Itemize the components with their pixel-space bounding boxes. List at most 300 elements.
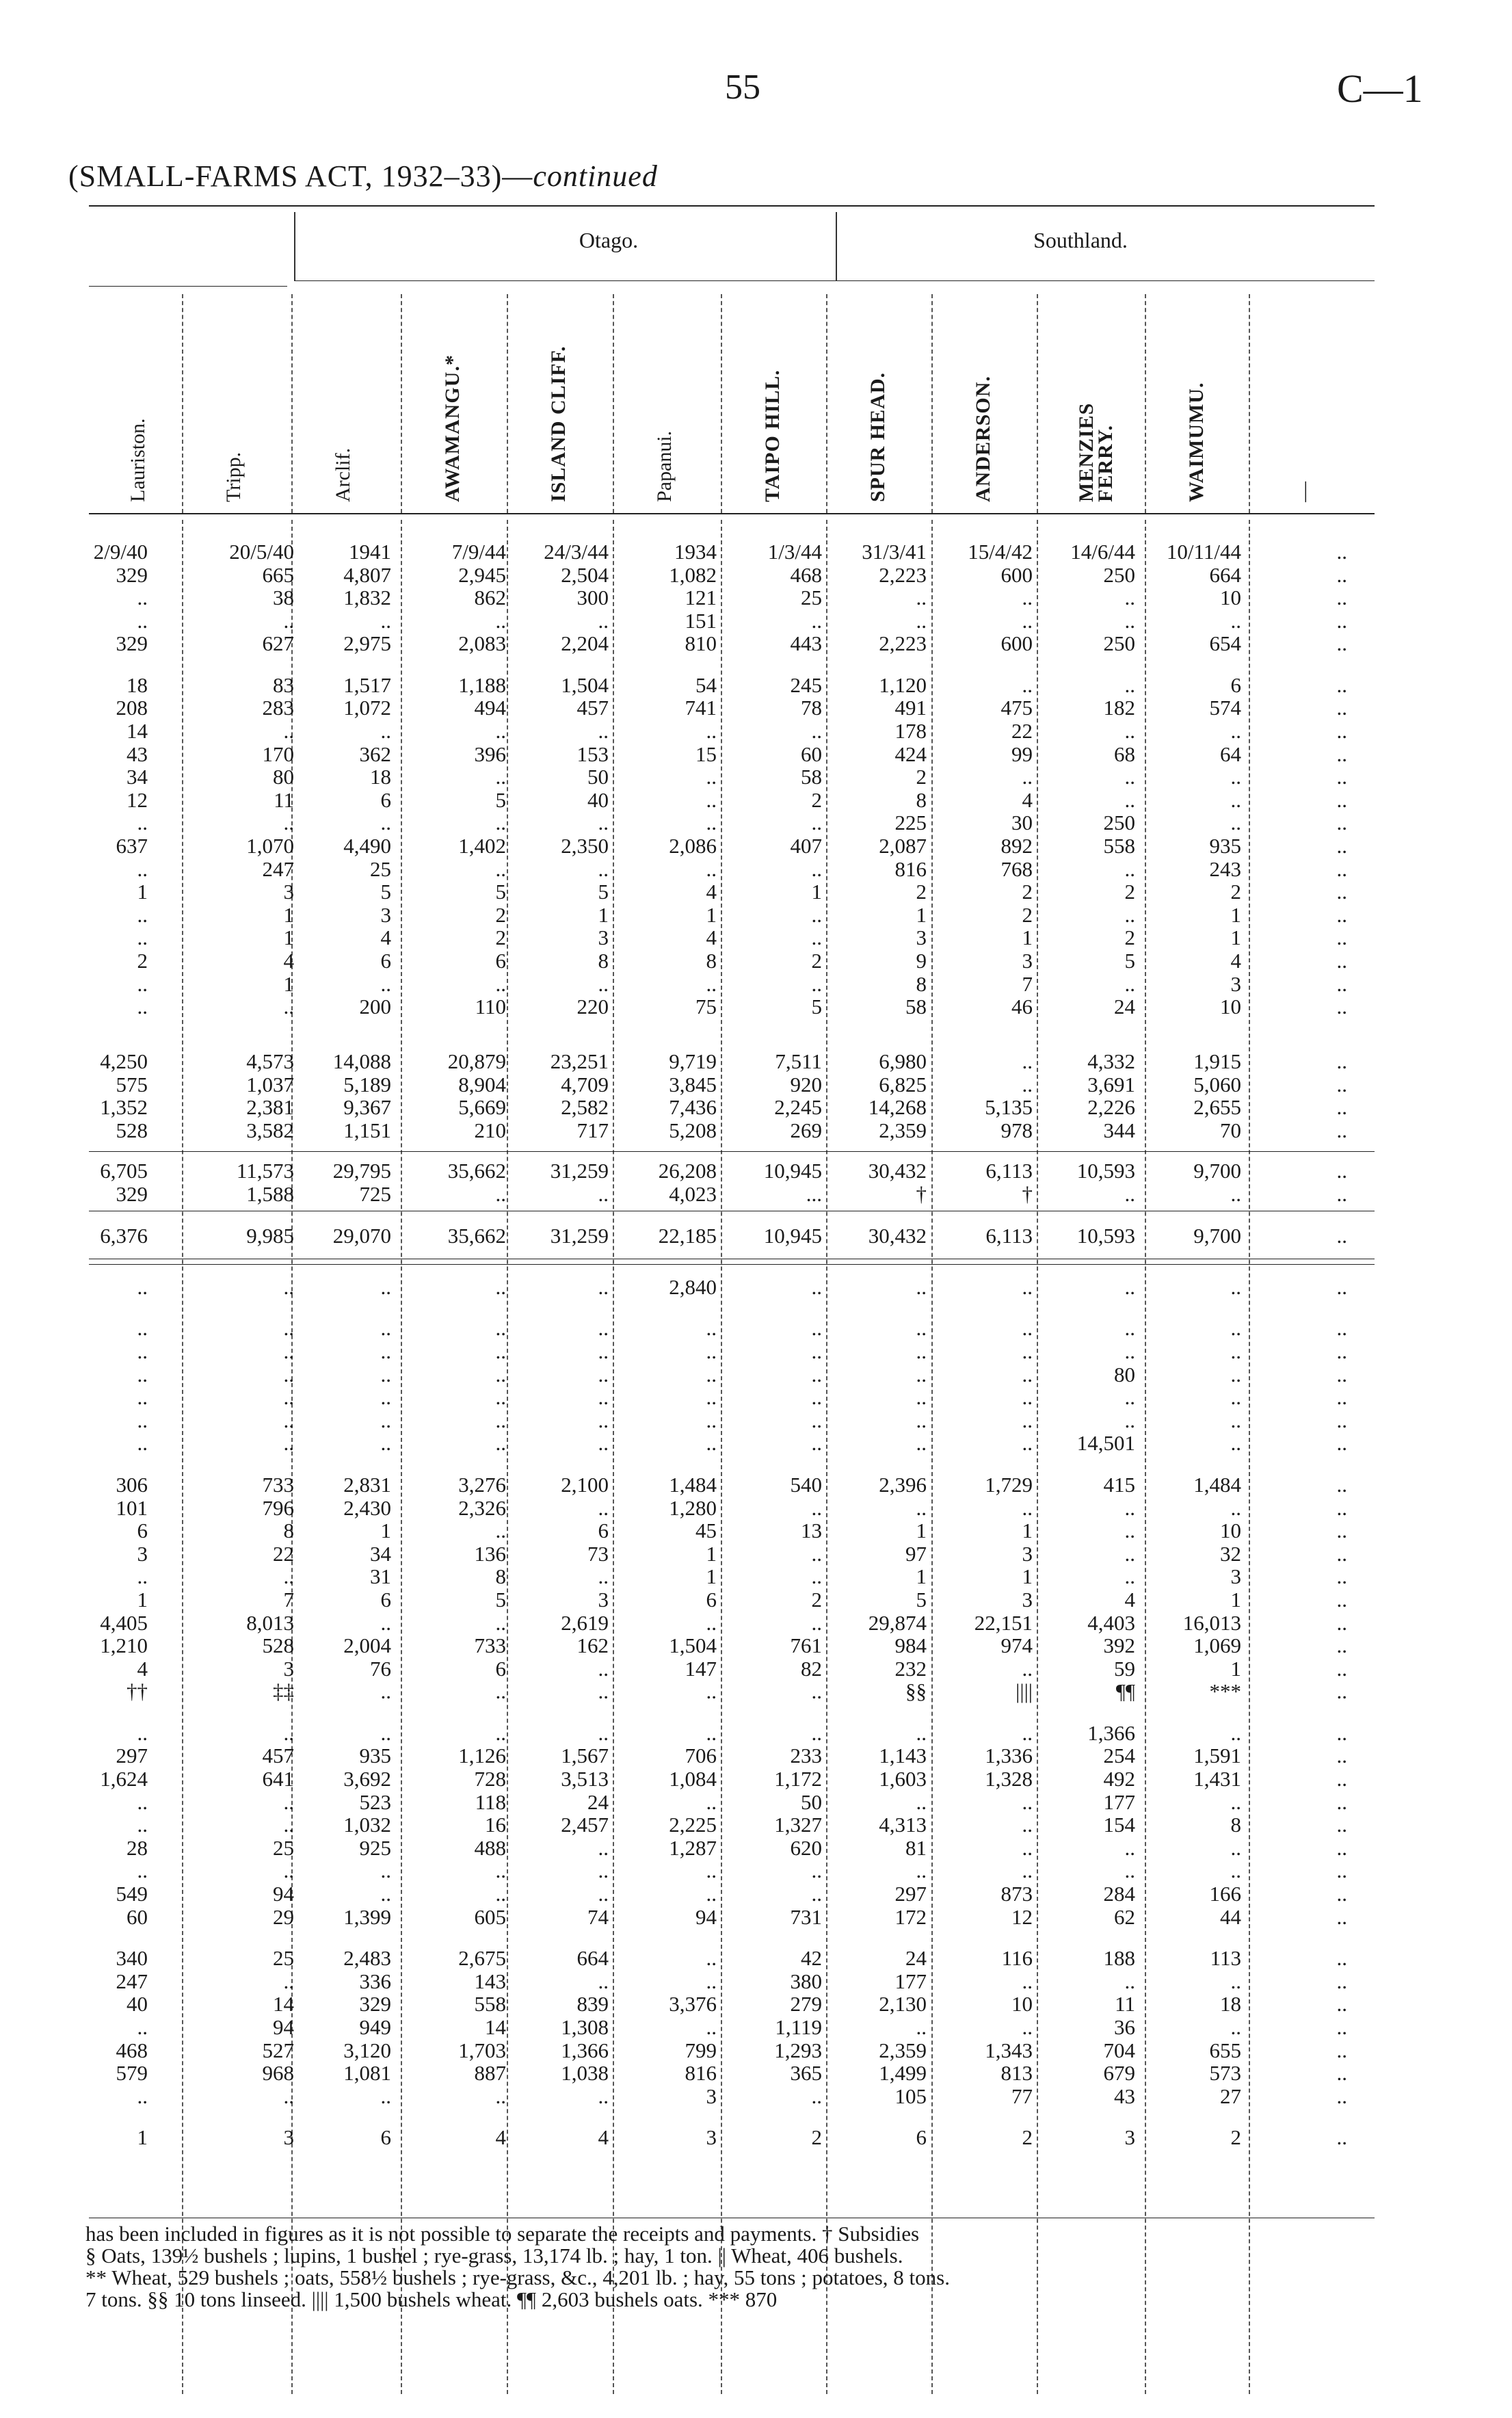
- table-cell: ..: [1336, 631, 1347, 656]
- table-cell: 6: [706, 1587, 717, 1612]
- table-cell: ..: [916, 1858, 927, 1883]
- table-cell: 62: [1114, 1904, 1135, 1929]
- table-cell: 6,980: [879, 1049, 927, 1073]
- table-cell: ..: [1336, 1587, 1347, 1612]
- table-cell: ..: [1336, 2014, 1347, 2039]
- table-cell: ..: [916, 586, 927, 610]
- table-cell: 232: [894, 1656, 927, 1681]
- table-cell: 32: [1220, 1541, 1241, 1566]
- table-cell: 3,376: [669, 1992, 717, 2016]
- table-cell: ..: [598, 856, 609, 881]
- table-cell: 20/5/40: [229, 540, 294, 564]
- table-cell: 468: [116, 2038, 148, 2062]
- table-cell: 873: [1000, 1882, 1033, 1906]
- table-cell: ..: [706, 811, 717, 835]
- table-cell: 365: [790, 2061, 822, 2086]
- table-cell: 641: [262, 1767, 294, 1791]
- table-cell: 54: [695, 672, 717, 697]
- table-cell: ..: [1336, 765, 1347, 789]
- table-cell: ..: [916, 1362, 927, 1387]
- table-cell: ..: [1336, 1946, 1347, 1971]
- table-cell: ..: [380, 1275, 391, 1299]
- table-cell: 1: [283, 971, 294, 996]
- table-cell: 6,376: [100, 1224, 148, 1248]
- table-cell: 9,367: [343, 1095, 391, 1120]
- table-cell: 74: [587, 1904, 609, 1929]
- table-cell: ..: [1336, 902, 1347, 927]
- table-cell: ..: [495, 1519, 506, 1543]
- table-cell: 380: [790, 1969, 822, 1993]
- table-cell: 1,336: [985, 1744, 1033, 1768]
- table-cell: ..: [1230, 1275, 1241, 1299]
- table-cell: 5: [495, 880, 506, 904]
- column-header: ANDERSON.: [972, 376, 994, 502]
- table-cell: ..: [706, 1431, 717, 1456]
- table-cell: ..: [1022, 1072, 1033, 1096]
- table-cell: ..: [380, 1408, 391, 1432]
- table-cell: 6: [916, 2125, 927, 2150]
- table-cell: 655: [1209, 2038, 1241, 2062]
- table-cell: 706: [685, 1744, 717, 1768]
- table-cell: ..: [1022, 608, 1033, 633]
- table-cell: 50: [587, 765, 609, 789]
- table-cell: 1: [137, 2125, 148, 2150]
- table-cell: ..: [1336, 1633, 1347, 1658]
- table-cell: ..: [1022, 1969, 1033, 1993]
- table-cell: 10: [1220, 1519, 1241, 1543]
- table-cell: 1,603: [879, 1767, 927, 1791]
- table-cell: 494: [474, 696, 506, 720]
- table-cell: 336: [359, 1969, 391, 1993]
- table-cell: 3,276: [458, 1472, 506, 1497]
- table-cell: ..: [1336, 741, 1347, 766]
- table-cell: ..: [706, 1316, 717, 1341]
- table-cell: ..: [1336, 1767, 1347, 1791]
- table-cell: 210: [474, 1118, 506, 1142]
- table-cell: 816: [685, 2061, 717, 2086]
- table-cell: 38: [273, 586, 294, 610]
- table-cell: 2: [1124, 880, 1135, 904]
- table-cell: ..: [1230, 1495, 1241, 1520]
- table-cell: 488: [474, 1835, 506, 1860]
- table-cell: ..: [598, 1835, 609, 1860]
- table-cell: 5: [916, 1587, 927, 1612]
- table-cell: ..: [495, 1339, 506, 1364]
- table-cell: 172: [894, 1904, 927, 1929]
- table-cell: ..: [706, 1362, 717, 1387]
- table-cell: 1934: [674, 540, 717, 564]
- table-cell: 3,845: [669, 1072, 717, 1096]
- table-cell: ..: [916, 608, 927, 633]
- table-cell: 1,352: [100, 1095, 148, 1120]
- table-cell: 2,100: [561, 1472, 609, 1497]
- table-cell: 1: [598, 902, 609, 927]
- table-cell: ..: [1336, 856, 1347, 881]
- table-cell: 12: [127, 787, 148, 812]
- table-cell: 2: [1230, 2125, 1241, 2150]
- table-cell: 8: [598, 949, 609, 973]
- table-cell: 6: [1230, 672, 1241, 697]
- table-cell: 250: [1103, 631, 1135, 656]
- table-cell: 3: [1230, 971, 1241, 996]
- table-cell: 36: [1114, 2014, 1135, 2039]
- table-cell: 523: [359, 1789, 391, 1814]
- table-cell: 118: [475, 1789, 506, 1814]
- table-cell: ..: [283, 811, 294, 835]
- table-cell: 1,504: [669, 1633, 717, 1658]
- table-cell: 558: [1103, 834, 1135, 858]
- table-cell: 3: [283, 1656, 294, 1681]
- table-cell: 4: [1022, 787, 1033, 812]
- table-cell: ..: [283, 1431, 294, 1456]
- table-cell: ..: [380, 811, 391, 835]
- column-separator: [182, 294, 183, 513]
- table-cell: ..: [811, 925, 822, 950]
- table-cell: 284: [1103, 1882, 1135, 1906]
- table-cell: ..: [706, 787, 717, 812]
- table-cell: 457: [262, 1744, 294, 1768]
- table-cell: 2,582: [561, 1095, 609, 1120]
- table-cell: 3,513: [561, 1767, 609, 1791]
- table-cell: ..: [1336, 1564, 1347, 1589]
- table-cell: ..: [137, 1316, 148, 1341]
- table-cell: 18: [127, 672, 148, 697]
- table-cell: 26,208: [658, 1159, 717, 1183]
- table-cell: 4,250: [100, 1049, 148, 1073]
- table-cell: 1: [706, 1541, 717, 1566]
- table-cell: 200: [359, 995, 391, 1019]
- table-cell: 2,359: [879, 1118, 927, 1142]
- table-cell: 75: [695, 995, 717, 1019]
- table-cell: 10,593: [1076, 1224, 1135, 1248]
- table-cell: 2: [811, 1587, 822, 1612]
- table-cell: ..: [1230, 1789, 1241, 1814]
- table-cell: 83: [273, 672, 294, 697]
- table-cell: 177: [1103, 1789, 1135, 1814]
- table-cell: 2: [495, 902, 506, 927]
- table-cell: ..: [1230, 1339, 1241, 1364]
- table-cell: ..: [916, 1385, 927, 1410]
- column-separator: [721, 294, 722, 513]
- table-cell: 605: [474, 1904, 506, 1929]
- table-cell: ..: [495, 1362, 506, 1387]
- table-cell: 147: [685, 1656, 717, 1681]
- table-cell: ..: [1336, 1519, 1347, 1543]
- region-divider-left: [294, 212, 295, 280]
- table-cell: ..: [811, 1610, 822, 1635]
- table-cell: 761: [790, 1633, 822, 1658]
- table-cell: ..: [283, 1720, 294, 1745]
- table-cell: 94: [273, 2014, 294, 2039]
- table-cell: 25: [273, 1835, 294, 1860]
- table-cell: ..: [598, 1495, 609, 1520]
- table-cell: ..: [1336, 971, 1347, 996]
- table-cell: ..: [380, 971, 391, 996]
- table-cell: 637: [116, 834, 148, 858]
- table-cell: 11,573: [236, 1159, 294, 1183]
- table-cell: ..: [1124, 672, 1135, 697]
- table-cell: ..: [1230, 608, 1241, 633]
- table-cell: ..: [380, 1858, 391, 1883]
- table-cell: 3: [283, 880, 294, 904]
- table-cell: 2,226: [1087, 1095, 1135, 1120]
- table-cell: 105: [894, 2084, 927, 2108]
- table-cell: 14: [485, 2014, 506, 2039]
- table-cell: ..: [1336, 1316, 1347, 1341]
- table-cell: 1,308: [561, 2014, 609, 2039]
- table-cell: 2,130: [879, 1992, 927, 2016]
- table-cell: ..: [598, 1385, 609, 1410]
- table-cell: 2,087: [879, 834, 927, 858]
- table-cell: ..: [598, 2084, 609, 2108]
- table-cell: 573: [1209, 2061, 1241, 2086]
- table-cell: 491: [894, 696, 927, 720]
- footnote-line: ** Wheat, 529 bushels ; oats, 558½ bushels ; rye-grass, &c., 4,201 lb. ; hay, 55 tons ; potatoes, 8 tons.: [85, 2265, 950, 2289]
- table-cell: 1,832: [343, 586, 391, 610]
- table-cell: ..: [1336, 1992, 1347, 2016]
- table-cell: ..: [811, 1858, 822, 1883]
- table-cell: 620: [790, 1835, 822, 1860]
- table-cell: 143: [474, 1969, 506, 1993]
- table-cell: §§: [905, 1679, 927, 1704]
- table-cell: ..: [1336, 2084, 1347, 2108]
- table-cell: ..: [1022, 1431, 1033, 1456]
- table-cell: ..: [1124, 1519, 1135, 1543]
- table-cell: 1,399: [343, 1904, 391, 1929]
- table-cell: ..: [380, 1362, 391, 1387]
- table-cell: ..: [1336, 1362, 1347, 1387]
- table-cell: 34: [127, 765, 148, 789]
- table-cell: ..: [706, 765, 717, 789]
- table-cell: 6: [495, 1656, 506, 1681]
- table-cell: 2: [137, 949, 148, 973]
- table-cell: 6: [495, 949, 506, 973]
- table-cell: 59: [1114, 1656, 1135, 1681]
- table-cell: ..: [495, 1610, 506, 1635]
- table-cell: 6,825: [879, 1072, 927, 1096]
- table-cell: ..: [495, 1408, 506, 1432]
- table-cell: 600: [1000, 562, 1033, 587]
- table-cell: ..: [1336, 1541, 1347, 1566]
- table-cell: 8: [706, 949, 717, 973]
- table-cell: 1: [137, 880, 148, 904]
- table-cell: ..: [380, 1610, 391, 1635]
- table-cell: ..: [137, 1275, 148, 1299]
- table-cell: 2,326: [458, 1495, 506, 1520]
- table-cell: ..: [137, 971, 148, 996]
- table-cell: ..: [811, 1316, 822, 1341]
- table-cell: 887: [474, 2061, 506, 2086]
- table-cell: 1,517: [343, 672, 391, 697]
- table-cell: 1,119: [775, 2014, 822, 2039]
- table-cell: ..: [706, 971, 717, 996]
- table-cell: ..: [1336, 811, 1347, 835]
- table-cell: ..: [598, 1969, 609, 1993]
- table-cell: 60: [127, 1904, 148, 1929]
- table-cell: 5,135: [985, 1095, 1033, 1120]
- table-cell: ..: [283, 2084, 294, 2108]
- table-cell: ..: [1124, 1541, 1135, 1566]
- table-cell: 1: [811, 880, 822, 904]
- table-cell: 665: [262, 562, 294, 587]
- table-cell: ..: [1124, 608, 1135, 633]
- table-cell: ..: [1124, 1275, 1135, 1299]
- table-cell: ..: [495, 1275, 506, 1299]
- table-cell: ..: [706, 1408, 717, 1432]
- table-cell: 1,366: [561, 2038, 609, 2062]
- table-cell: 58: [801, 765, 822, 789]
- table-cell: 3: [916, 925, 927, 950]
- table-cell: ..: [137, 1813, 148, 1837]
- table-cell: 1,402: [458, 834, 506, 858]
- table-cell: 1,143: [879, 1744, 927, 1768]
- table-cell: ..: [1230, 1181, 1241, 1206]
- table-cell: 24: [1114, 995, 1135, 1019]
- table-cell: ..: [137, 1385, 148, 1410]
- table-cell: 2,086: [669, 834, 717, 858]
- table-cell: 35,662: [447, 1224, 506, 1248]
- table-cell: ..: [1336, 562, 1347, 587]
- table-cell: ..: [598, 1362, 609, 1387]
- table-cell: 1,484: [1193, 1472, 1241, 1497]
- table-cell: 3: [706, 2125, 717, 2150]
- table-cell: ..: [495, 1679, 506, 1704]
- table-cell: ..: [1336, 834, 1347, 858]
- table-cell: ..: [1336, 1472, 1347, 1497]
- table-cell: ..: [1336, 1495, 1347, 1520]
- table-cell: 920: [790, 1072, 822, 1096]
- table-cell: ..: [598, 1275, 609, 1299]
- table-cell: 925: [359, 1835, 391, 1860]
- table-cell: 4,573: [246, 1049, 294, 1073]
- table-cell: 22,151: [974, 1610, 1033, 1635]
- table-cell: 329: [116, 562, 148, 587]
- table-cell: 18: [1220, 1992, 1241, 2016]
- table-cell: ..: [1230, 1316, 1241, 1341]
- table-cell: 110: [475, 995, 506, 1019]
- table-cell: 14,088: [332, 1049, 391, 1073]
- table-cell: 813: [1000, 2061, 1033, 2086]
- table-cell: 1,484: [669, 1472, 717, 1497]
- page-title: [68, 159, 658, 194]
- column-header: —: [1292, 482, 1315, 502]
- page-reference: C—1: [1337, 66, 1423, 111]
- table-cell: ..: [1336, 696, 1347, 720]
- table-cell: ..: [1022, 586, 1033, 610]
- table-cell: 2,975: [343, 631, 391, 656]
- table-cell: 974: [1000, 1633, 1033, 1658]
- column-header: Papanui.: [653, 430, 676, 502]
- column-header: MENZIES FERRY.: [1075, 402, 1117, 502]
- table-cell: 2: [811, 2125, 822, 2150]
- table-cell: ..: [706, 719, 717, 744]
- table-cell: 25: [273, 1946, 294, 1971]
- table-cell: 8: [916, 787, 927, 812]
- table-cell: 664: [576, 1946, 609, 1971]
- table-cell: 528: [262, 1633, 294, 1658]
- table-cell: ..: [1336, 1720, 1347, 1745]
- table-cell: 733: [262, 1472, 294, 1497]
- table-cell: ..: [495, 719, 506, 744]
- table-cell: ..: [495, 1858, 506, 1883]
- table-cell: 3: [1022, 949, 1033, 973]
- table-cell: ..: [916, 1720, 927, 1745]
- table-cell: ..: [137, 1339, 148, 1364]
- table-cell: 527: [262, 2038, 294, 2062]
- table-cell: 121: [685, 586, 717, 610]
- column-header: SPUR HEAD.: [866, 371, 889, 502]
- table-cell: 94: [695, 1904, 717, 1929]
- table-cell: ..: [495, 765, 506, 789]
- table-cell: ..: [1124, 1316, 1135, 1341]
- table-cell: 80: [1114, 1362, 1135, 1387]
- table-cell: ..: [1022, 1835, 1033, 1860]
- table-cell: 2: [1124, 925, 1135, 950]
- table-cell: 2: [1230, 880, 1241, 904]
- table-cell: ..: [1124, 856, 1135, 881]
- table-cell: ..: [706, 1385, 717, 1410]
- column-separator: [1249, 294, 1250, 513]
- table-cell: 1,591: [1193, 1744, 1241, 1768]
- table-cell: ..: [1124, 1408, 1135, 1432]
- table-cell: 2,381: [246, 1095, 294, 1120]
- table-cell: 97: [905, 1541, 927, 1566]
- table-cell: 188: [1103, 1946, 1135, 1971]
- table-cell: 9,700: [1193, 1224, 1241, 1248]
- table-cell: 2: [811, 787, 822, 812]
- table-cell: 3: [380, 902, 391, 927]
- table-cell: ..: [1124, 971, 1135, 996]
- table-cell: 4,332: [1087, 1049, 1135, 1073]
- table-cell: 4,709: [561, 1072, 609, 1096]
- table-cell: ..: [380, 608, 391, 633]
- table-cell: 949: [359, 2014, 391, 2039]
- table-cell: ..: [1336, 1224, 1347, 1248]
- table-cell: ..: [1022, 1789, 1033, 1814]
- table-cell: ..: [1230, 1385, 1241, 1410]
- table-cell: ..: [1336, 1049, 1347, 1073]
- table-cell: 7,436: [669, 1095, 717, 1120]
- table-cell: 4: [1230, 949, 1241, 973]
- table-cell: 6: [380, 2125, 391, 2150]
- table-cell: 9,700: [1193, 1159, 1241, 1183]
- table-cell: 1: [1230, 1656, 1241, 1681]
- table-cell: 58: [905, 995, 927, 1019]
- table-cell: 6: [137, 1519, 148, 1543]
- table-cell: ..: [283, 1858, 294, 1883]
- table-cell: 1941: [349, 540, 391, 564]
- table-cell: ..: [1336, 1408, 1347, 1432]
- table-cell: 6,113: [985, 1159, 1033, 1183]
- table-cell: ..: [380, 1679, 391, 1704]
- table-cell: 3: [1230, 1564, 1241, 1589]
- table-cell: 8,013: [246, 1610, 294, 1635]
- table-cell: 1,070: [246, 834, 294, 858]
- table-cell: ..: [1336, 540, 1347, 564]
- table-cell: 796: [262, 1495, 294, 1520]
- left-header-rule: [89, 286, 287, 287]
- table-cell: ..: [380, 1882, 391, 1906]
- table-cell: 1,280: [669, 1495, 717, 1520]
- table-cell: 1: [1022, 1564, 1033, 1589]
- table-cell: 80: [273, 765, 294, 789]
- table-cell: ..: [283, 995, 294, 1019]
- table-cell: 23,251: [550, 1049, 609, 1073]
- table-cell: 549: [116, 1882, 148, 1906]
- table-cell: 1,069: [1193, 1633, 1241, 1658]
- table-cell: ..: [1124, 1385, 1135, 1410]
- table-cell: 2: [811, 949, 822, 973]
